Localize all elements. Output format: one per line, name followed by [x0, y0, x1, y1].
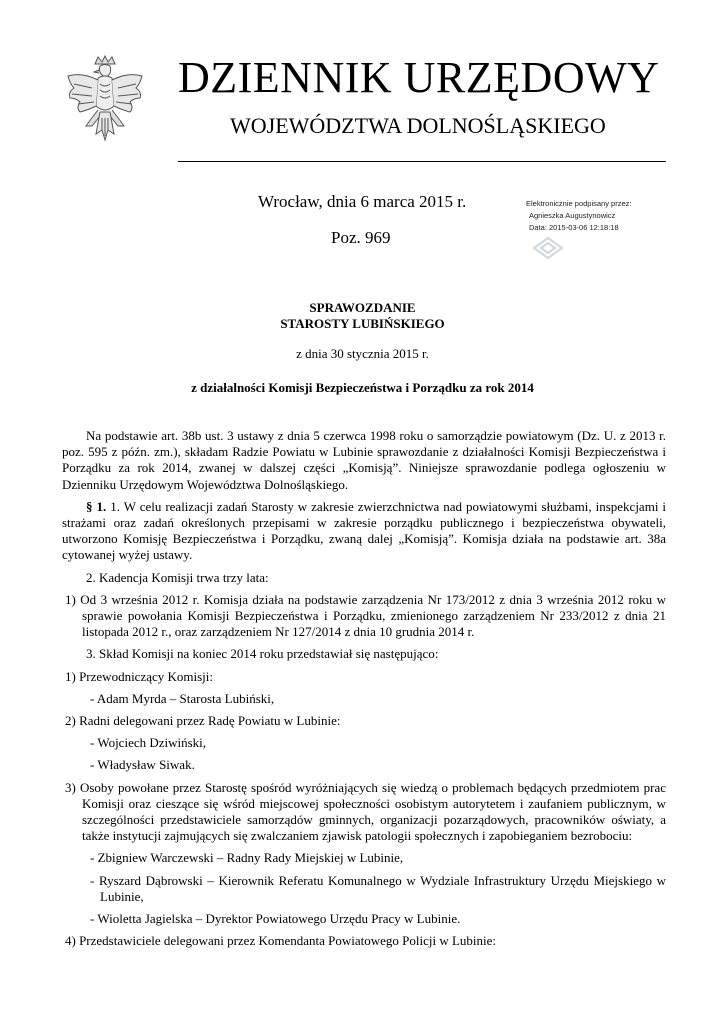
section-mark: § 1. — [86, 498, 107, 514]
intro-paragraph: Na podstawie art. 38b ust. 3 ustawy z dnia 5 czerwca 1998 roku o samorządzie powiatowym (Dz. U. z 2013 r. poz. 595 z późn. zm.), składam Radzie Powiatu w Lubinie sprawozdanie z działalności Komisji Bezpieczeństwa i Porządku za rok 2014, zwanej w dalszej części „Komisją”. Niniejsze sprawozdanie podlega ogłoszeniu w Dzienniku Urzędowym Województwa Dolnośląskiego. — [62, 428, 666, 492]
position-number: Poz. 969 — [331, 228, 391, 247]
section-1-paragraph — [62, 499, 666, 564]
list-item: 3) Osoby powołane przez Starostę spośród wyróżniających się wiedzą o problemach będących przedmiotem prac Komisji oraz cieszące się wśród miejscowej społeczności osobistym autorytetem i zaufaniem publicznym, w szczególności przedstawiciele samorządów gminnych, organizacji pozarządowych, pracowników oświaty, a także instytucji zajmujących się zwalczaniem zjawisk patologii społecznych i zapobieganiem bezrobociu: — [65, 779, 666, 844]
list-subitem: - Wojciech Dziwiński, — [90, 735, 207, 751]
list-subitem: - Zbigniew Warczewski – Radny Rady Miejskiej w Lubinie, — [90, 850, 404, 866]
section-1-text: 1. W celu realizacji zadań Starosty w zakresie zwierzchnictwa nad powiatowymi służbami, inspekcjami i strażami oraz zadań określonych przepisami w zakresie porządku publicznego i bezpieczeństwa obywateli, utworzono Komisję Bezpieczeństwa i Porządku, zwaną dalej „Komisją”. Komisja działa na podstawie art. 38a cytowanej wyżej ustawy. — [62, 498, 667, 563]
document-subject: z działalności Komisji Bezpieczeństwa i Porządku za rok 2014 — [191, 380, 534, 395]
place-date: Wrocław, dnia 6 marca 2015 r. — [258, 192, 467, 211]
signature-signer: Agnieszka Augustynowicz — [529, 211, 616, 220]
masthead-divider — [178, 161, 666, 162]
document-title-line2: STAROSTY LUBIŃSKIEGO — [280, 316, 445, 331]
signature-date: Data: 2015-03-06 12:18:18 — [529, 223, 619, 232]
signature-label: Elektronicznie podpisany przez: — [526, 199, 632, 208]
paragraph-2: 2. Kadencja Komisji trwa trzy lata: — [86, 569, 269, 585]
list-item: 4) Przedstawiciele delegowani przez Komendanta Powiatowego Policji w Lubinie: — [65, 933, 497, 949]
list-item: 1) Przewodniczący Komisji: — [65, 668, 214, 684]
coat-of-arms-eagle-icon — [62, 54, 148, 158]
document-date: z dnia 30 stycznia 2015 r. — [296, 346, 429, 361]
list-item: 1) Od 3 września 2012 r. Komisja działa na podstawie zarządzenia Nr 173/2012 z dnia 3 września 2012 roku w sprawie powołania Komisji Bezpieczeństwa i Porządku, zmienionego zarządzeniem Nr 233/2012 z dnia 21 listopada 2012 r., oraz zarządzeniem Nr 127/2014 z dnia 10 grudnia 2014 r. — [65, 591, 666, 640]
list-item: 2) Radni delegowani przez Radę Powiatu w Lubinie: — [65, 713, 341, 729]
journal-title: DZIENNIK URZĘDOWY — [178, 53, 660, 102]
document-body — [62, 428, 666, 955]
list-subitem: - Adam Myrda – Starosta Lubiński, — [90, 690, 275, 706]
document-title-line1: SPRAWOZDANIE — [309, 300, 416, 315]
list-subitem: - Ryszard Dąbrowski – Kierownik Referatu Komunalnego w Wydziale Infrastruktury Urzędu Miejskiego w Lubinie, — [90, 872, 666, 904]
paragraph-3: 3. Skład Komisji na koniec 2014 roku przedstawiał się następująco: — [86, 646, 439, 662]
list-subitem: - Władysław Siwak. — [90, 757, 195, 773]
journal-subtitle: WOJEWÓDZTWA DOLNOŚLĄSKIEGO — [230, 113, 606, 138]
signature-stamp-icon — [528, 234, 568, 262]
list-subitem: - Wioletta Jagielska – Dyrektor Powiatowego Urzędu Pracy w Lubinie. — [90, 911, 461, 927]
electronic-signature — [526, 198, 631, 234]
